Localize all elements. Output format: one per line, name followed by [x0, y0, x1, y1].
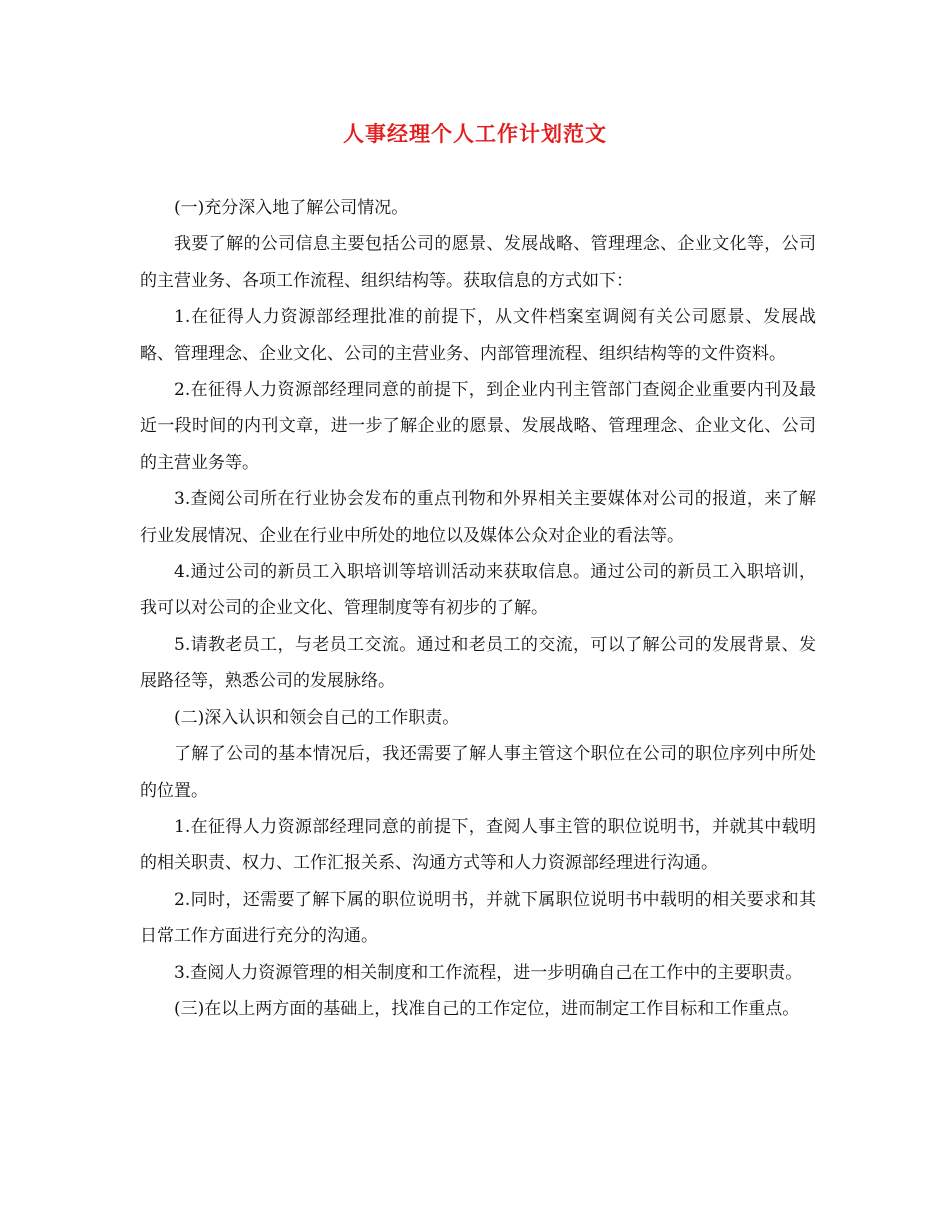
list-item: 2.在征得人力资源部经理同意的前提下，到企业内刊主管部门查阅企业重要内刊及最近一段时间的内刊文章，进一步了解企业的愿景、发展战略、管理理念、企业文化、公司的主营业务等。	[140, 380, 816, 473]
body-paragraph: 了解了公司的基本情况后，我还需要了解人事主管这个职位在公司的职位序列中所处的位置。	[140, 744, 816, 801]
list-item: 3.查阅公司所在行业协会发布的重点刊物和外界相关主要媒体对公司的报道，来了解行业发展情况、企业在行业中所处的地位以及媒体公众对企业的看法等。	[140, 489, 816, 546]
list-item: 2.同时，还需要了解下属的职位说明书，并就下属职位说明书中载明的相关要求和其日常工作方面进行充分的沟通。	[140, 889, 816, 947]
list-item: 1.在征得人力资源部经理同意的前提下，查阅人事主管的职位说明书，并就其中载明的相关职责、权力、工作汇报关系、沟通方式等和人力资源部经理进行沟通。	[140, 816, 816, 874]
document-title: 人事经理个人工作计划范文	[343, 121, 607, 146]
section-heading: (三)在以上两方面的基础上，找准自己的工作定位，进而制定工作目标和工作重点。	[174, 998, 800, 1019]
list-item: 5.请教老员工，与老员工交流。通过和老员工的交流，可以了解公司的发展背景、发展路径等，熟悉公司的发展脉络。	[140, 634, 816, 692]
section-heading: (一)充分深入地了解公司情况。	[174, 198, 409, 218]
document-body	[140, 190, 816, 1027]
list-item: 4.通过公司的新员工入职培训等培训活动来获取信息。通过公司的新员工入职培训，我可以对公司的企业文化、管理制度等有初步的了解。	[140, 562, 816, 619]
section-heading: (二)深入认识和领会自己的工作职责。	[174, 707, 460, 728]
list-item: 3.查阅人力资源管理的相关制度和工作流程，进一步明确自己在工作中的主要职责。	[174, 962, 803, 983]
body-paragraph: 我要了解的公司信息主要包括公司的愿景、发展战略、管理理念、企业文化等，公司的主营业务、各项工作流程、组织结构等。获取信息的方式如下：	[140, 234, 816, 291]
list-item: 1.在征得人力资源部经理批准的前提下，从文件档案室调阅有关公司愿景、发展战略、管理理念、企业文化、公司的主营业务、内部管理流程、组织结构等的文件资料。	[140, 307, 816, 364]
